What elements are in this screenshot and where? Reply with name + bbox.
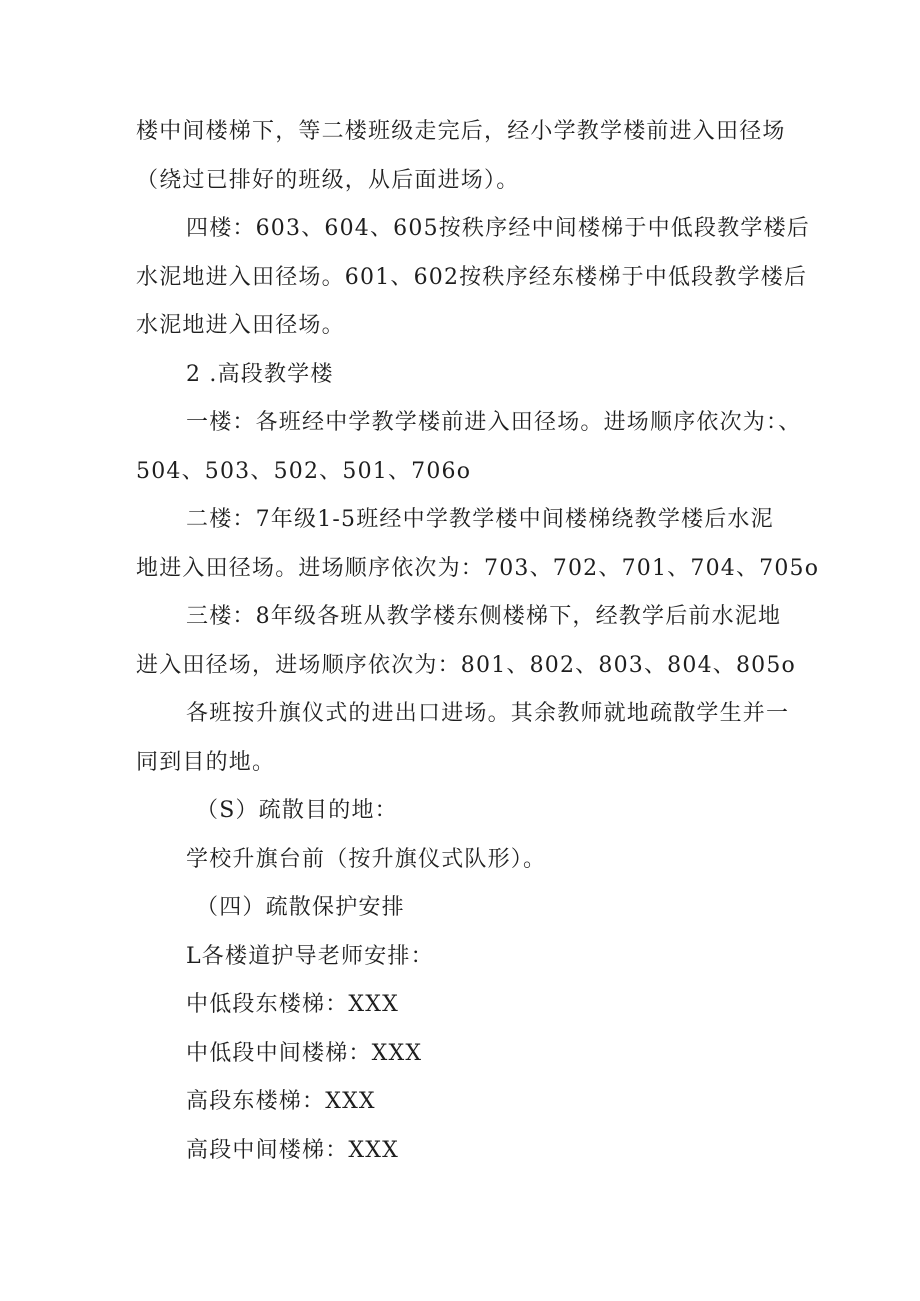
text-line: 水泥地进入田径场。	[136, 313, 345, 338]
text-line: （绕过已排好的班级，从后面进场）。	[136, 168, 520, 193]
text-line: 四楼：603、604、605按秩序经中间楼梯于中低段教学楼后	[186, 216, 810, 241]
text-line: 进入田径场，进场顺序依次为：801、802、803、804、805o	[136, 653, 797, 678]
section-heading: （四）疏散保护安排	[196, 895, 405, 920]
text-line: 地进入田径场。进场顺序依次为：703、702、701、704、705o	[136, 556, 820, 581]
text-line: 水泥地进入田径场。601、602按秩序经东楼梯于中低段教学楼后	[136, 265, 808, 290]
text-line: 二楼：7年级1-5班经中学教学楼中间楼梯绕教学楼后水泥	[186, 507, 774, 532]
text-line: 学校升旗台前（按升旗仪式队形）。	[186, 847, 547, 872]
text-line: 同到目的地。	[136, 750, 276, 775]
text-line: 楼中间楼梯下，等二楼班级走完后，经小学教学楼前进入田径场	[136, 119, 786, 144]
text-line: 三楼：8年级各班从教学楼东侧楼梯下，经教学后前水泥地	[186, 604, 782, 629]
section-heading: （S）疏散目的地：	[196, 798, 398, 823]
text-line: 504、503、502、501、706o	[136, 459, 472, 484]
text-line: 高段东楼梯：XXX	[186, 1089, 376, 1114]
text-line: L各楼道护导老师安排：	[186, 944, 434, 969]
text-line: 中低段东楼梯：XXX	[186, 992, 399, 1017]
text-line: 一楼：各班经中学教学楼前进入田径场。进场顺序依次为：、	[186, 410, 802, 435]
text-line: 中低段中间楼梯：XXX	[186, 1041, 423, 1066]
text-line: 高段中间楼梯：XXX	[186, 1138, 399, 1163]
text-line: 各班按升旗仪式的进出口进场。其余教师就地疏散学生并一	[186, 701, 790, 726]
section-heading: 2 .高段教学楼	[186, 362, 334, 387]
